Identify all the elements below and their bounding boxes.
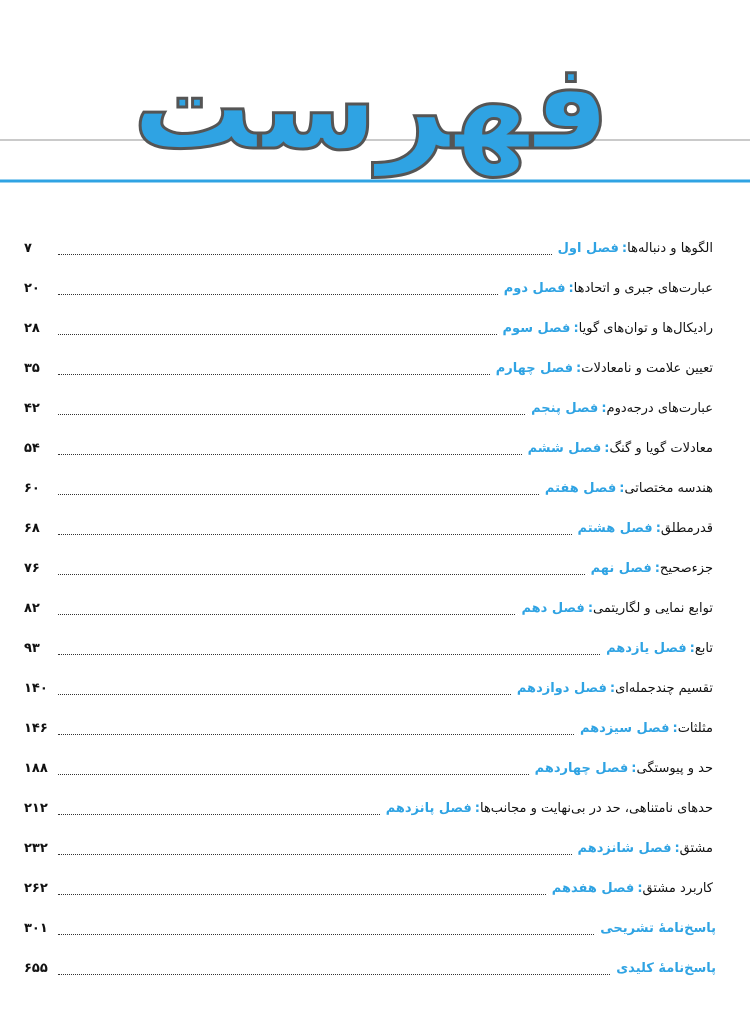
toc-row-15[interactable] (24, 788, 716, 828)
toc-label (531, 401, 716, 416)
chapter-name: فصل ششم (527, 440, 602, 456)
chapter-name: فصل چهاردهم (534, 760, 629, 776)
toc-row-11[interactable] (24, 628, 716, 668)
chapter-topic: عبارت‌های جبری و اتحادها (573, 280, 713, 296)
page-number: ۲۱۲ (24, 800, 48, 816)
chapter-name: فصل پانزدهم (385, 800, 472, 816)
dot-leader (58, 722, 574, 735)
chapter-separator: : (587, 600, 594, 616)
chapter-name: فصل اول (557, 240, 619, 256)
chapter-separator: : (689, 640, 695, 656)
page-number: ۵۴ (24, 440, 40, 456)
page-number: ۴۲ (24, 400, 40, 416)
chapter-name: فصل دهم (521, 600, 585, 616)
page-title: فهرست (132, 38, 610, 177)
chapter-name: فصل هفدهم (551, 880, 635, 896)
chapter-topic: رادیکال‌ها و توان‌های گویا (578, 320, 713, 336)
chapter-separator: : (601, 400, 607, 416)
toc-label (552, 881, 716, 896)
chapter-separator: : (637, 880, 643, 896)
toc-label (496, 361, 716, 376)
toc-label (528, 441, 716, 456)
toc-row-16[interactable] (24, 828, 716, 868)
toc-row-12[interactable] (24, 668, 716, 708)
page-number: ۱۴۶ (24, 720, 48, 736)
toc-row-14[interactable] (24, 748, 716, 788)
toc-row-4[interactable] (24, 348, 716, 388)
chapter-name: فصل شانزدهم (577, 840, 672, 856)
chapter-topic: الگوها و دنباله‌ها (627, 240, 713, 256)
toc-label (591, 561, 716, 576)
toc-row-10[interactable] (24, 588, 716, 628)
toc-row-7[interactable] (24, 468, 716, 508)
toc-row-5[interactable] (24, 388, 716, 428)
chapter-topic: مثلثات (677, 720, 713, 736)
toc-label (558, 241, 716, 256)
chapter-name: فصل یازدهم (606, 640, 687, 656)
chapter-name: فصل نهم (590, 560, 652, 576)
toc-row-6[interactable] (24, 428, 716, 468)
chapter-separator: : (573, 320, 579, 336)
dot-leader (58, 602, 515, 615)
toc-label (386, 801, 716, 816)
chapter-separator: : (631, 760, 637, 776)
chapter-topic: حد و پیوستگی (636, 760, 713, 776)
page-number: ۳۵ (24, 360, 40, 376)
toc-row-1[interactable] (24, 228, 716, 268)
chapter-name: فصل هشتم (577, 520, 653, 536)
dot-leader (58, 642, 600, 655)
chapter-topic: توابع نمایی و لگاریتمی (593, 600, 713, 616)
chapter-topic: معادلات گویا و گنگ (609, 440, 713, 456)
chapter-topic: مشتق (679, 840, 713, 856)
toc-row-19[interactable] (24, 948, 716, 988)
toc-label (616, 961, 716, 976)
toc-label (545, 481, 716, 496)
toc-label (521, 601, 716, 616)
toc-row-2[interactable] (24, 268, 716, 308)
chapter-name: فصل دوم (503, 280, 566, 296)
chapter-topic: حدهای نامتناهی، حد در بی‌نهایت و مجانب‌ها (479, 800, 713, 816)
toc-label (503, 321, 716, 336)
chapter-topic: تعیین علامت و نامعادلات (581, 360, 713, 376)
toc-row-17[interactable] (24, 868, 716, 908)
toc-label (517, 681, 716, 696)
page-number: ۶۸ (24, 520, 40, 536)
page-number: ۱۴۰ (24, 680, 48, 696)
chapter-separator: : (621, 240, 628, 256)
chapter-topic: کاربرد مشتق (642, 880, 713, 896)
page-number: ۱۸۸ (24, 760, 48, 776)
dot-leader (58, 522, 572, 535)
dot-leader (58, 242, 552, 255)
chapter-separator: : (674, 840, 680, 856)
page-number: ۲۳۲ (24, 840, 48, 856)
dot-leader (58, 402, 525, 415)
toc-label (504, 281, 716, 296)
toc-label (578, 521, 717, 536)
chapter-topic: تقسیم چندجمله‌ای (615, 680, 713, 696)
dot-leader (58, 842, 572, 855)
chapter-topic: عبارت‌های درجه‌دوم (606, 400, 713, 416)
page-number: ۶۰ (24, 480, 40, 496)
chapter-name: فصل سیزدهم (579, 720, 670, 736)
chapter-separator: : (654, 560, 660, 576)
dot-leader (58, 322, 497, 335)
chapter-topic: هندسه مختصاتی (624, 480, 713, 496)
chapter-name: فصل پنجم (531, 400, 599, 416)
toc-label (535, 761, 716, 776)
dot-leader (58, 802, 380, 815)
page-number: ۲۶۲ (24, 880, 48, 896)
page-number: ۹۳ (24, 640, 40, 656)
toc-row-3[interactable] (24, 308, 716, 348)
dot-leader (58, 962, 610, 975)
page-number: ۲۰ (24, 280, 40, 296)
page-number: ۸۲ (24, 600, 40, 616)
toc-label (606, 641, 716, 656)
dot-leader (58, 482, 539, 495)
chapter-topic: جزءصحیح (659, 560, 713, 576)
chapter-separator: : (576, 360, 582, 376)
dot-leader (58, 362, 490, 375)
chapter-separator: : (604, 440, 610, 456)
toc-row-18[interactable] (24, 908, 716, 948)
page-number: ۷۶ (24, 560, 40, 576)
chapter-separator: : (568, 280, 574, 296)
dot-leader (58, 442, 522, 455)
table-of-contents (0, 228, 750, 988)
page-number: ۲۸ (24, 320, 40, 336)
chapter-separator: : (619, 480, 625, 496)
toc-row-9[interactable] (24, 548, 716, 588)
chapter-topic: تابع (694, 640, 713, 656)
dot-leader (58, 682, 511, 695)
chapter-separator: : (672, 720, 678, 736)
dot-leader (58, 882, 546, 895)
dot-leader (58, 562, 585, 575)
toc-row-13[interactable] (24, 708, 716, 748)
dot-leader (58, 282, 498, 295)
chapter-name: فصل دوازدهم (516, 680, 607, 696)
dot-leader (58, 762, 529, 775)
toc-label (578, 841, 717, 856)
page-header (0, 0, 750, 185)
chapter-name: فصل سوم (502, 320, 571, 336)
chapter-separator: : (655, 520, 661, 536)
chapter-name: فصل چهارم (495, 360, 574, 376)
dot-leader (58, 922, 594, 935)
toc-label (600, 921, 716, 936)
page-number: ۷ (24, 240, 32, 256)
toc-row-8[interactable] (24, 508, 716, 548)
page-number: ۳۰۱ (24, 920, 48, 936)
chapter-separator: : (474, 800, 480, 816)
chapter-name: فصل هفتم (544, 480, 617, 496)
chapter-topic: قدرمطلق (660, 520, 713, 536)
chapter-name: پاسخ‌نامهٔ تشریحی (600, 920, 716, 936)
page-number: ۶۵۵ (24, 960, 48, 976)
chapter-name: پاسخ‌نامهٔ کلیدی (616, 960, 716, 976)
toc-label (580, 721, 716, 736)
chapter-separator: : (609, 680, 616, 696)
